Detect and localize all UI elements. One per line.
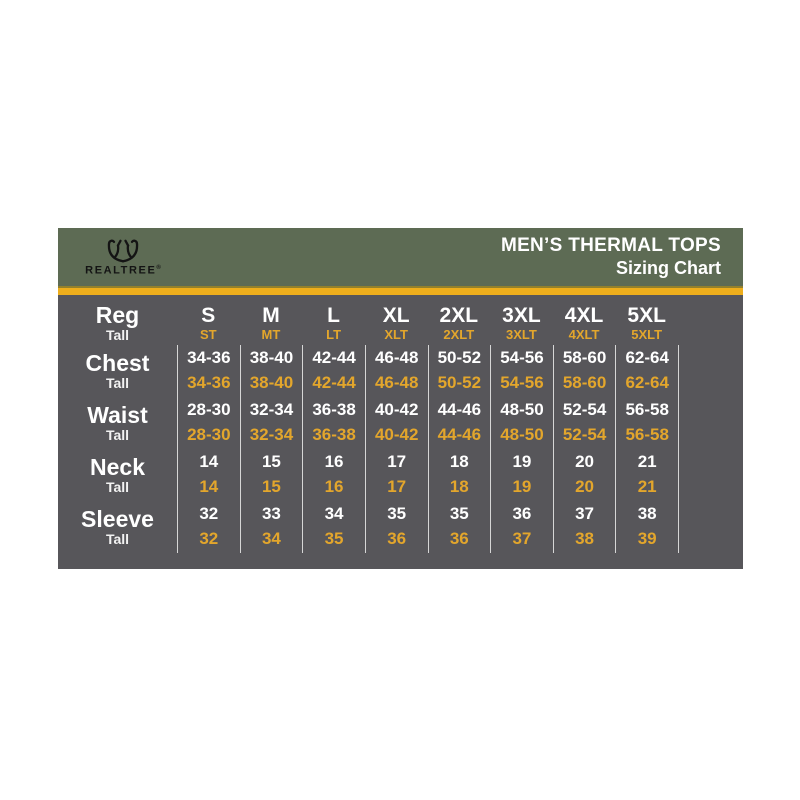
table-cell: 50-52 50-52 — [428, 345, 491, 397]
table-cell: 54-56 54-56 — [490, 345, 553, 397]
table-cell: 34 35 — [302, 501, 365, 553]
size-column-header-m: M MT — [261, 303, 281, 343]
chart-subtitle: Sizing Chart — [615, 257, 721, 278]
table-cell: 17 17 — [365, 449, 428, 501]
table-cell: 35 36 — [365, 501, 428, 553]
table-cell: 58-60 58-60 — [553, 345, 616, 397]
table-cell: 18 18 — [428, 449, 491, 501]
table-cell: 35 36 — [428, 501, 491, 553]
sizing-chart-panel — [58, 228, 743, 569]
sizing-table — [58, 295, 743, 569]
size-column-header-4xl: 4XL 4XLT — [564, 303, 604, 343]
table-cell: 19 19 — [490, 449, 553, 501]
size-column-header-l: L LT — [326, 303, 342, 343]
header-spacer — [678, 301, 743, 345]
table-cell: 62-64 62-64 — [615, 345, 678, 397]
table-cell: 32 32 — [177, 501, 240, 553]
row-spacer — [678, 397, 743, 449]
table-cell: 44-46 44-46 — [428, 397, 491, 449]
table-cell: 36-38 36-38 — [302, 397, 365, 449]
size-column-header-3xl: 3XL 3XLT — [502, 303, 541, 343]
row-header-sleeve: Sleeve Tall — [81, 505, 154, 548]
table-cell: 37 38 — [553, 501, 616, 553]
brand-header — [58, 228, 743, 286]
size-column-header-5xl: 5XL 5XLT — [627, 303, 666, 343]
corner-header — [58, 301, 177, 345]
table-cell: 38 39 — [615, 501, 678, 553]
table-cell: 33 34 — [240, 501, 303, 553]
table-cell: 14 14 — [177, 449, 240, 501]
table-cell: 15 15 — [240, 449, 303, 501]
header-titles — [501, 235, 721, 279]
table-cell: 52-54 52-54 — [553, 397, 616, 449]
corner-reg-label: Reg — [95, 301, 140, 328]
table-cell: 48-50 48-50 — [490, 397, 553, 449]
row-spacer — [678, 501, 743, 553]
table-cell: 46-48 46-48 — [365, 345, 428, 397]
table-cell: 40-42 40-42 — [365, 397, 428, 449]
table-cell: 38-40 38-40 — [240, 345, 303, 397]
brand-wordmark: REALTREE® — [85, 264, 161, 277]
row-header-waist: Waist Tall — [87, 401, 148, 444]
registered-mark: ® — [156, 265, 161, 272]
corner-tall-label: Tall — [105, 327, 130, 344]
table-cell: 20 20 — [553, 449, 616, 501]
size-column-header-2xl: 2XL 2XLT — [439, 303, 479, 343]
realtree-logo — [84, 237, 162, 277]
size-column-header-s: S ST — [200, 303, 217, 343]
table-cell: 42-44 42-44 — [302, 345, 365, 397]
accent-bar — [58, 286, 743, 295]
row-spacer — [678, 449, 743, 501]
row-spacer — [678, 345, 743, 397]
size-column-header-xl: XL XLT — [382, 303, 410, 343]
chart-title: MEN’S THERMAL TOPS — [500, 234, 721, 256]
row-header-neck: Neck Tall — [90, 453, 145, 496]
table-cell: 34-36 34-36 — [177, 345, 240, 397]
table-cell: 28-30 28-30 — [177, 397, 240, 449]
table-cell: 36 37 — [490, 501, 553, 553]
realtree-antlers-icon — [100, 237, 146, 264]
table-cell: 21 21 — [615, 449, 678, 501]
table-cell: 56-58 56-58 — [615, 397, 678, 449]
table-cell: 32-34 32-34 — [240, 397, 303, 449]
row-header-chest: Chest Tall — [85, 349, 150, 392]
table-cell: 16 16 — [302, 449, 365, 501]
